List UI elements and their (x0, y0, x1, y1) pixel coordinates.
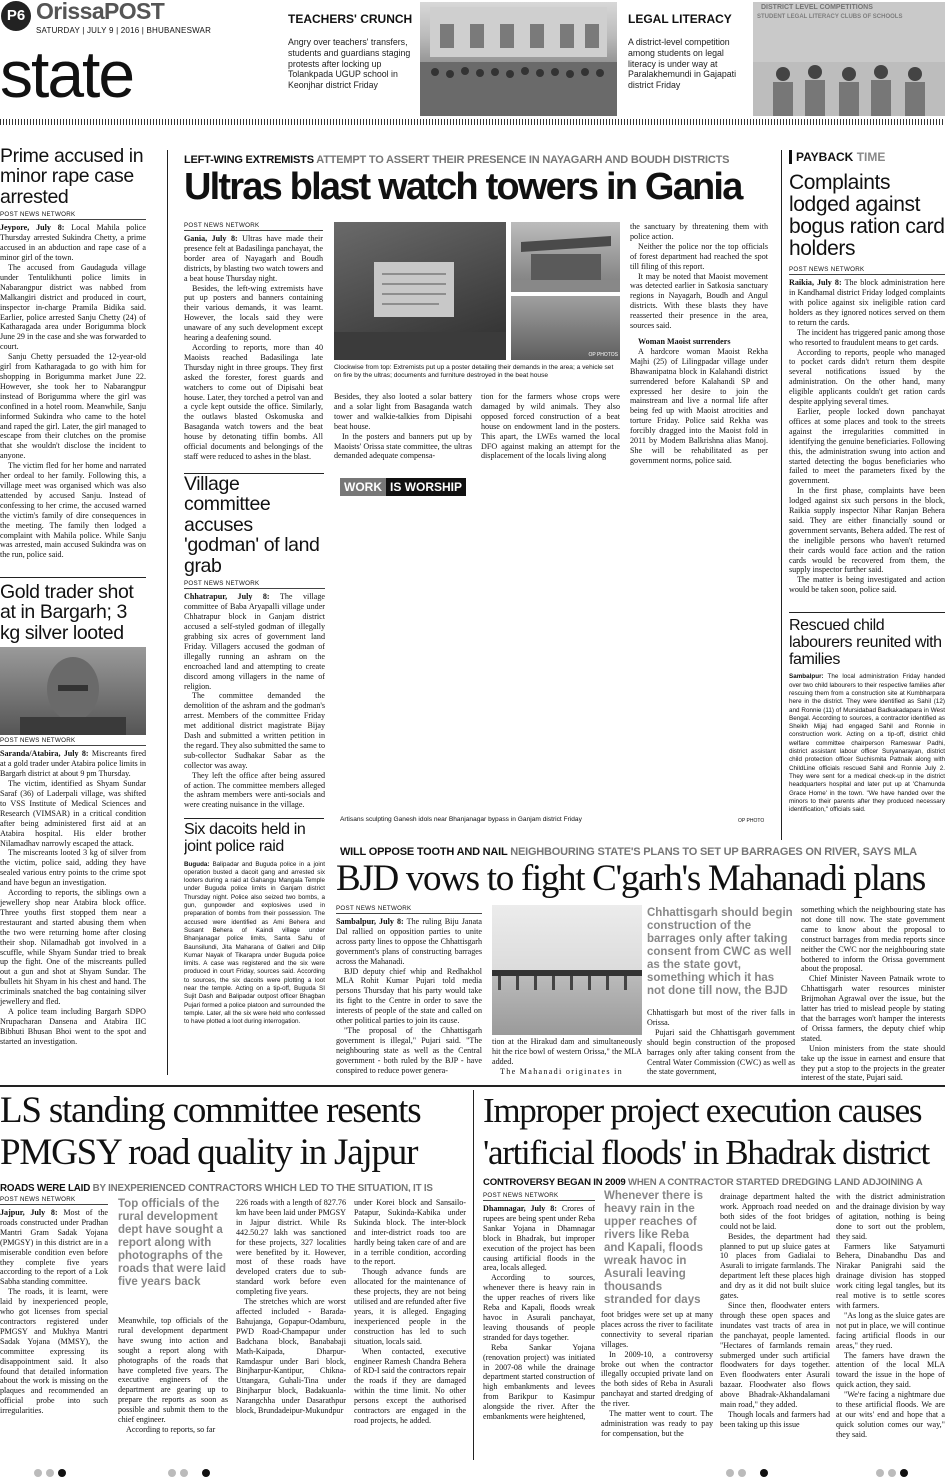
ls-col1 (0, 1196, 108, 1464)
section-name: state (0, 37, 134, 111)
paragraph: tion for the farmers whose crops were damaged by wild animals. They also opposed forced construction of a beat house on endowment land in the posters. This apart, the LWEs warned the local DFO against making an attempt for the displacement of the locals living along (481, 392, 620, 461)
photo-caption: Artisans sculpting Ganesh idols near Bhanjanagar bypass in Ganjam district Friday (340, 816, 582, 823)
byline: POST NEWS NETWORK (336, 905, 482, 914)
dateline: Chhatrapur, July 8: (184, 592, 270, 602)
victim-photo (0, 647, 146, 735)
work-is-worship-tag (340, 478, 480, 498)
paragraph: In the posters and banners put up by Maoists' Orissa state committee, the ultras demanded adequate compensa- (334, 431, 472, 461)
dateline: Jeypore, July 8: (0, 223, 65, 233)
ultras-col4 (630, 222, 768, 474)
paragraph: "We're facing a nightmare due to these artificial floods. We are at our wits' end and hope that a quick solution comes our way," they said. (836, 1390, 945, 1439)
paragraph: The village committee of Baba Aryapalli village under Chhatrapur block in Ganjam district accused a self-styled godman of illegally grabbing six acres of government land Friday. Villagers accused the godman of illegally running an ashram on the encroached land and attempting to create discord among villagers in the name of religion. (184, 592, 325, 691)
paragraph: The victim, identified as Shyam Sundar Saraf (36) of Laderpali village, was shifted to VSS Institute of Medical Sciences and Research (VIMSAR) in a critical condition after being administered first aid at an Atabira hospital. His elder brother Nilamadhav narrowly escaped the attack. (0, 779, 146, 848)
paragraph: The famers have drawn the attention of the local MLA toward the issue in the hope of quick action, they said. (836, 1350, 945, 1390)
print-registration-marks (0, 1466, 945, 1479)
paragraph: under Korei block and Sansailo-Patapur, Sukinda-Kabika under Sukinda block. The inter-block and inter-district roads too are hardly being taken care of and are in a terrible condition, according to the report. (354, 1198, 466, 1267)
ls-col3 (236, 1198, 346, 1464)
photo-caption: Clockwise from top: Extremists put up a poster detailing their demands in the area; a vehicle set on fire by the ultras; documents and furniture destroyed in the beat house (334, 364, 614, 379)
paragraph: foot bridges were set up at many places across the river to facilitate connectivity to several riparian villages. (601, 1310, 713, 1349)
headline-line: PMGSY road quality in Jajpur (0, 1132, 418, 1173)
paragraph: The accused from Gaudaguda village under Tentulikhunti police limits in Nabarangpur district was nabbed from Malkangiri district and produced in court, inspector in-charge Pramila Bidika said. Earlier, police arrested Sanju Chetty (24) of Katharagada area under Borigumma block June 29 in the case and she was forwarded to court. (0, 263, 146, 352)
column-divider (0, 577, 146, 578)
headline: BJD vows to fight C'garh's Mahanadi plans (336, 858, 925, 899)
paragraph: Chief Minister Naveen Patnaik wrote to Chhattisgarh water resources minister Brijmohan Agrawal over the issue, but the latter has tried to mislead people by stating that the barrages won't hamper the interests of Orissa farmers, the deputy chief whip stated. (801, 974, 945, 1043)
dateline: Sambalpur, July 8: (336, 917, 404, 926)
ultras-col1 (184, 222, 323, 474)
bjd-col4 (801, 905, 945, 1083)
dateline: Gania, July 8: (184, 234, 238, 243)
paragraph: Besides, the left-wing extremists have put up posters and banners containing their various demands, it was learnt. However, the locals said they were unaware of any such development except hearing a deafening sound. (184, 283, 323, 343)
divider (789, 612, 945, 613)
legal-literacy-photo (753, 2, 945, 116)
column-divider (473, 1090, 474, 1460)
paragraph: The block administration here in Kandhamal district Friday lodged complaints with police against six ineligible ration card holders as they ignored notices served on them to return the cards. (789, 278, 945, 327)
headline: Village committee accuses 'godman' of land grab (184, 474, 320, 577)
ls-headline (0, 1090, 470, 1176)
bjd-col1 (336, 905, 482, 1083)
paragraph: drainage department halted the work. Approach road needed on both sides of the foot bridges could not be laid. (720, 1192, 830, 1231)
bhadrak-col4 (836, 1192, 945, 1464)
headline-line: Improper project execution causes (483, 1091, 922, 1130)
photo-credit: OP PHOTO (738, 818, 765, 824)
photo-credit: OP PHOTOS (588, 352, 618, 358)
maoist-poster-photo (334, 222, 506, 360)
column-divider (781, 150, 782, 840)
paragraph: According to reports, the siblings own a jewellery shop near Atabira block office. Three youths first stopped them near a restaurant and started abusing them when the two were returning home after closing their shop. Nilamadhab got involved in a scuffle, while Shyam Sundar tried to break up the fight. One of the miscreants pulled out a gun and shot at Shyam Sundar. The bullets hit Shyam in his chest and hand. The criminals snatched the bag containing silver jewellery and fled. (0, 888, 146, 1007)
headline: Rescued child labourers reunited with families (789, 618, 942, 668)
banner-text: DISTRICT LEVEL COMPETITIONS (761, 4, 873, 11)
ganesh-idols-photo (340, 478, 770, 812)
paragraph: Farmers like Satyamurti Behera, Dinabandhu Das and Nirakar Panigrahi said the drainage division has stopped work citing legal tangles, but its real motive is to settle scores with farmers. (836, 1241, 945, 1310)
paragraph: Besides, they also looted a solar battery and a solar light from Basaganda watch tower and walkie-talkies from Dipisahi beat house. (334, 392, 472, 431)
dateline: Saranda/Atabira, July 8: (0, 749, 89, 759)
paragraph: Since then, floodwater enters through these open spaces and inundates vast tracts of area in the panchayat, people lamented. "Hectares of farmlands remain submerged under such artificial floodwaters for days together. Even floodwaters enter Asurali bazaar. Floodwater also flows above Bhadrak-Akhandalamani main road," they added. (720, 1300, 830, 1410)
ls-col2 (118, 1316, 228, 1464)
paragraph: Union ministers from the state should take up the issue in earnest and ensure that they put a stop to the projects in the greater interest of the state, Pujari said. (801, 1043, 945, 1083)
paragraph: According to reports, so far (126, 1424, 216, 1434)
paragraph: Besides, the department had planned to put up sluice gates at 10 places from Gadialai to Asurali to irrigate farmlands. The department left these places high and dry as it did not built sluice gates. (720, 1231, 830, 1301)
paragraph: The roads, it is learnt, were laid by inexperienced people, who got licenses from special contractors registered under PMGSY and Mukhya Mantri Sadak Yojana (MMSY), the committee expressing its disappointment said. It also found that detailed information about the work is missing on the plaques and recommended an official probe into such irregularities. (0, 1287, 108, 1416)
paragraph: The Mahanadi originates in (500, 1066, 624, 1076)
kicker-grey: NEIGHBOURING STATE'S PLANS TO SET UP BARRAGES ON RIVER, SAYS MLA (510, 846, 917, 858)
ls-pull-quote: Top officials of the rural development dept have sought a report along with photographs of the roads that were laid five years back (118, 1198, 227, 1288)
headline-line: LS standing committee resents (0, 1090, 421, 1131)
paragraph: In the first phase, complaints have been lodged against six such persons in the block, Raikia supply inspector Nihar Ranjan Behera said. They are either financially sound or government servants, Behera added. The rest of the ineligible persons who haven't returned their cards would face action and the ration cards would be recovered from them, the supply inspector further said. (789, 486, 945, 575)
story-rape-case (0, 146, 146, 576)
paragraph: with the district administration and the drainage division by way of agitation, nothing is being done to sort out the problem, they said. (836, 1192, 945, 1241)
page-number-badge: P6 (1, 1, 31, 31)
paragraph: tion at the Hirakud dam and simultaneously hit the rice bowl of western Orissa," the MLA added. (492, 1037, 642, 1066)
paragraph: A police team including Bargarh SDPO Nrupacharan Dansena and Atabira IIC Bibhuti Bhusan Bhoi went to the spot and started an investigation. (0, 1006, 146, 1046)
kicker-grey: ATTEMPT TO ASSERT THEIR PRESENCE IN NAYAGARH AND BOUDH DISTRICTS (316, 154, 730, 166)
headline: Gold trader shot at in Bargarh; 3 kg silver looted (0, 582, 134, 644)
dateline: Dhamnagar, July 8: (483, 1204, 557, 1213)
kicker-bold: ROADS WERE LAID (0, 1183, 91, 1192)
paragraph: "The proposal of the Chhattisgarh government is illegal," Pujari said. "The neighbouring state as well as the Central government - both ruled by the BJP - have conspired to reduce power genera- (336, 1025, 482, 1075)
bhadrak-kicker (483, 1172, 945, 1186)
bhadrak-col1 (483, 1192, 595, 1464)
kicker-bold: CONTROVERSY BEGAN IN 2009 (483, 1177, 626, 1186)
tag-grey: TIME (856, 150, 886, 164)
headline-line: 'artificial floods' in Bhadrak district (483, 1133, 929, 1172)
paragraph: Earlier, people locked down panchayat offices at some places and took to the streets against the irregularities committed in identifying the genuine beneficiaries. Following this, the administration swung into action and started detecting the bogus beneficiaries who failed to meet the parameters fixed by the government. (789, 406, 945, 486)
column-divider (167, 150, 168, 1075)
paragraph: When contacted, executive engineer Ramesh Chandra Behera of RD-I said the contractors repair the roads if they are damaged within the time limit. No other persons except the authorised contractors are engaged in the road projects, he added. (354, 1346, 466, 1425)
destroyed-beat-house-photo (511, 296, 620, 360)
paragraph: Most of the roads constructed under Pradhan Mantri Gram Sadak Yojana (PMGSY) in this district are in a miserable condition even before they complete five years according to the report of a Lok Sabha standing committee. (0, 1208, 108, 1287)
paragraph: 226 roads with a length of 827.76 km have been laid under PMGSY in Jajpur district. While Rs 442.50.27 lakh was sanctioned for these projects, 327 localities were benefited by it. However, most of these roads have developed craters due to sub-standard work before even completing five years. (236, 1198, 346, 1297)
teaser-title: LEGAL LITERACY (628, 12, 732, 26)
byline: POST NEWS NETWORK (483, 1192, 595, 1201)
divider (184, 818, 324, 819)
bjd-headline (336, 856, 945, 902)
headline: Ultras blast watch towers in Gania (184, 166, 742, 208)
paragraph: Pujari said the Chhattisgarh government should begin construction of the proposed barrages only after taking consent from the Central Water Commission (CWC) as well as the state government, (647, 1027, 795, 1077)
kicker-grey: BY INEXPERIENCED CONTRACTORS WHICH LED TO THE SITUATION, IT IS (92, 1183, 433, 1192)
paragraph: Neither the police nor the top officials of forest department had reached the spot till filing of this report. (630, 241, 768, 271)
story-body (789, 673, 945, 814)
bhadrak-headline (483, 1090, 945, 1176)
burnt-vehicle-photo (511, 222, 620, 292)
story-payback (789, 150, 945, 610)
paragraph: Ultras have made their presence felt at Badasilinga panchayat, the border area of Nayagarh and Boudh districts, by blasting two watch towers and a beat house Thursday night. (184, 234, 323, 283)
paragraph: "As long as the sluice gates are not put in place, we will continue facing artificial floods in our areas," they rued. (836, 1310, 945, 1350)
mahanadi-river-photo (492, 905, 642, 1035)
teaser-title: TEACHERS' CRUNCH (288, 12, 413, 26)
bjd-col3 (647, 1008, 795, 1084)
paragraph: The matter is being investigated and action would be taken soon, police said. (789, 575, 945, 595)
dateline: Sambalpur: (789, 673, 824, 681)
teaser-teachers (288, 12, 418, 116)
paragraph: Balipadar and Buguda police in a joint operation busted a dacoit gang and arrested six looters during a raid at Gahangu Mangala Temple under Buguda police limits in Ganjam district Thursday night. Police also seized two bombs, a gun, gunpowder and explosives used in preparation of bombs from their possession. The accused were identified as Ami Behera and Susant Behera of Kaindi village under Bhanjanagar police limits, Santa Sahu of Baunsilundi, Jita Maharana of Galleri and Dilip Kumar Nayak of Tikarapra under Buguda police limits. A case was registered and the six were produced in court Friday, sources said. According to sources, the six dacoits were plotting a loot near the temple. Acting on a tip-off, Buguda SI Sujit Dash and Balipadar outpost officer Bhagban Pujari formed a police platoon and surrounded the temple. Later, all the six were held who confessed to have plotted a loot during interrogation. (184, 860, 325, 1026)
byline: POST NEWS NETWORK (0, 1196, 108, 1205)
bhadrak-col2 (601, 1310, 713, 1464)
byline: POST NEWS NETWORK (0, 211, 146, 220)
paragraph: A hardcore woman Maoist Rekha Majhi (25) of Lilingpadar village under Bhawanipatna block in Kalahandi district surrendered before Kalahandi SP and expressed her desire to join the mainstream and live a normal life after being fed up with Maoist atrocities and torture Friday. Police said Rekha was forcibly dragged into the Maoist fold in 2011 by Modem Balkrishna alias Manoj. She will be rehabilitated as per government norms, police said. (630, 346, 768, 465)
teaser-text: A district-level competition among students on legal literacy is under way at Paralakhemundi in Gajapati district Friday (628, 37, 737, 91)
byline: POST NEWS NETWORK (184, 222, 323, 231)
bhadrak-col3 (720, 1192, 830, 1464)
teachers-protest-photo (420, 2, 617, 116)
headline: Prime accused in minor rape case arrested (0, 146, 144, 208)
story-gold-trader (0, 582, 146, 1082)
ls-kicker (0, 1178, 472, 1192)
paragraph: Though advance funds are allocated for the maintenance of these projects, they are not being utilised and are refunded after five years, it is alleged. Engaging inexperienced people in the construction has led to such situation, locals said. (354, 1267, 466, 1346)
story-rescued (789, 618, 945, 840)
banner-text: STUDENT LEGAL LITERACY CLUBS OF SCHOOLS (757, 14, 903, 20)
dateline: Raikia, July 8: (789, 278, 842, 288)
kicker-bold: LEFT-WING EXTREMISTS (184, 154, 314, 166)
paragraph: According to reports, people who managed to pocket cards didn't return them despite several notifications issued by the administration. On the other hand, many eligible applicants couldn't get ration cards despite applying several times. (789, 347, 945, 407)
horizontal-divider (0, 1085, 945, 1087)
ultras-headline (184, 164, 774, 210)
paragraph: In 2009-10, a controversy broke out when the contractor illegally occupied private land on the both sides of Reba in Asurali panchayat and started dredging of the river. (601, 1349, 713, 1409)
paragraph: Sanju Chetty persuaded the 12-year-old girl from Katharagada to go with him for shopping in Borigumma market June 22. However, she took her to Nabarangpur instead of Borigumma where the girl was confined in a hotel room. Meanwhile, Sanju informed Sukindra who came to the hotel and raped the girl. Later, the girl managed to escape from their clutches on the promise that she wouldn't disclose the incident to anyone. (0, 352, 146, 461)
paragraph: The victim fled for her home and narrated her ordeal to her family. Following this, a village meet was organised which was also attended by accused Sanju. Instead of confessing to her crime, the accused warned the victim's family of dire consequences in the meeting. The family then lodged a complaint with Mahila police. While Sanju was arrested, main accused Sukindra was on the run, police said. (0, 461, 146, 560)
paragraph: Reba Sankar Yojana (renovation project) was initiated in 2007-08 while the drainage department started construction of high embankments and levees from Barikpur to Kasimpur alongside the river. After the embankments were heightened, (483, 1342, 595, 1422)
byline: POST NEWS NETWORK (0, 737, 146, 746)
paragraph: Crores of rupees are being spent under Reba Sankar Yojana in Dhamnagar block in Bhadrak, but improper execution of the project has been causing artificial floods in the area, locals alleged. (483, 1204, 595, 1273)
paragraph: Meanwhile, top officials of the rural development department have swung into action and sought a report along with photographs of the roads that have completed five years. The executive engineers of the department are gearing up to prepare the reports as soon as possible and submit them to the chief engineer. (118, 1316, 228, 1425)
dateline: SATURDAY | JULY 9 | 2016 | BHUBANESWAR (36, 26, 212, 35)
section-tag (789, 150, 945, 164)
paragraph: the sanctuary by threatening them with police action. (630, 222, 768, 241)
story-body (184, 861, 325, 1027)
kicker-bold: WILL OPPOSE TOOTH AND NAIL (340, 846, 508, 858)
masthead (0, 0, 285, 118)
headline: Six dacoits held in joint police raid (184, 822, 306, 855)
ultras-col2 (334, 392, 472, 472)
story-godman (184, 474, 325, 816)
story-body (0, 223, 146, 560)
paragraph: BJD deputy chief whip and Redhakhol MLA Rohit Kumar Pujari told media persons Thursday that his party would take its fight to the Centre in order to save the interests of people of the state and called on other political parties to join its cause. (336, 966, 482, 1026)
paragraph: They left the office after being assured of action. The committee members alleged the ashram members were anti-socials and were creating nuisance in the village. (184, 770, 325, 810)
paragraph: The local administration Friday handed over two child labourers to their respective families after rescuing them from a construction site at Kumbharpara here in the district. They were identified as Sahil (12) and Ronnie (11) of Mursidabad Badkakadapara in West Bengal. According to sources, a contractor identified as Sheikh Mijaj had engaged Sahil and Ronnie in construction work. Acting on a tip-off, district child welfare committee chairperson Rameswar Padhi, district assistant labour officer Suryanarayan, district child protection officer Suchismita Pattnaik along with ChildLine officials rescued Sahil and Ronnie July 2. They were sent for a medical check-up in the district headquarters hospital and later put up at 'Chamunda Grace Home' in the town. "We have handed over the minors to their parents after they produced necessary identification," officials said. (789, 673, 945, 814)
paragraph: The miscreants looted 3 kg of silver from the victim, police said, adding they have sealed various entry points to the crime spot and have begun an investigation. (0, 848, 146, 888)
bjd-col2 (492, 1037, 642, 1083)
tag-light: WORK (340, 478, 386, 496)
tag-bold: PAYBACK (796, 150, 854, 164)
bjd-pull-quote: Chhattisgarh should begin construction of the barrages only after taking consent from CWC as well as the state govt, something which it has not done till now, the BJD (647, 907, 793, 997)
headline: Complaints lodged against bogus ration card holders (789, 171, 945, 261)
paragraph: Local Mahila police Thursday arrested Sukindra Chetty, a prime accused in an abduction and rape case of a minor girl of the town. (0, 223, 146, 263)
byline: POST NEWS NETWORK (184, 580, 325, 589)
paragraph: The incident has triggered panic among those who resorted to fraudulent means to get cards. (789, 327, 945, 347)
byline: POST NEWS NETWORK (789, 266, 945, 275)
tag-dark: IS WORSHIP (386, 478, 466, 496)
teaser-text: Angry over teachers' transfers, students and guardians staging protests after locking up Tolankpada UGUP school in Keonjhar district Friday (288, 37, 411, 91)
teaser-legal (628, 12, 750, 116)
paragraph: It may be noted that Maoist movement was detected earlier in Satkosia sanctuary regions in Nayagarh, Boudh and Angul districts. With these blasts they have reasserted their presence in the area, sources said. (630, 271, 768, 331)
paragraph: something which the neighbouring state has not done till now. The state government came to know about the proposal to construct barrages from media reports since neither the CWC nor the neighbouring state bothered to inform the Orissa government about the proposal. (801, 905, 945, 974)
dateline: Buguda: (184, 860, 210, 868)
paragraph: The stretches which are worst affected included - Barada-Bahujanga, Gopapur-Odamburu, PWD Road-Champapur under Badchana block, Banababaji Math-Kaipada, Dharpur-Ramdaspur under Bari block, Binjharpur-Kantipur, Chikna-Uttangara, Guhali-Tina under Binjharpur block, Badakuanla-Narangchha under Dasarathpur block, Brundadeipur-Mukundpur (236, 1297, 346, 1416)
paragraph: Miscreants fired at a gold trader under Atabira police limits in Bargarh district at about 9 pm Thursday. (0, 749, 146, 779)
subheading: Woman Maoist surrenders (638, 336, 731, 346)
paragraph: The ruling Biju Janata Dal rallied on opposition parties to unite across party lines to oppose the Chhattisgarh government's plans of constructing barrages across the Mahanadi. (336, 917, 482, 966)
paragraph: According to reports, more than 40 Maoists reached Badasilinga late Thursday night in three groups. They first asked the forester, forest guards and watchers to come out of Dipisahi beat house. Later, they torched a petrol van and a cycle kept outside the office. Similarly, the outlaws blasted Oskomuska and Basaganda watch towers and the beat house by detonating tiffin bombs. All official documents and belongings of the staff were reduced to ashes in the blast. (184, 342, 323, 461)
paragraph: Though locals and farmers had been taking up this issue (720, 1409, 830, 1429)
paragraph: The committee demanded the demolition of the ashram and the godman's arrest. Members of the committee Friday met additional district magistrate Bijay Dash and submitted a written petition in the regard. They also submitted the same to sub-collector Sudhakar Sabar as the collector was away. (184, 691, 325, 770)
paragraph: Chhattisgarh but most of the river falls in Orissa. (647, 1008, 795, 1027)
kicker-grey: WHEN A CONTRACTOR STARTED DREDGING LAND ADJOINING A (627, 1177, 923, 1186)
bhadrak-pull-quote: Whenever there is heavy rain in the upper reaches of rivers like Reba and Kapali, floods wreak havoc in Asurali leaving thousands stranded for days (604, 1190, 704, 1306)
ls-col4 (354, 1198, 466, 1464)
top-divider (0, 119, 945, 125)
paragraph: According to sources, whenever there is heavy rain in the upper reaches of rivers like Reba and Kapali, floods wreak havoc in Asurali panchayat, leaving thousands of people stranded for days together. (483, 1273, 595, 1342)
ultras-col3 (481, 392, 620, 472)
dateline: Jajpur, July 8: (0, 1208, 58, 1217)
paper-logo: OrissaPOST (36, 0, 165, 24)
story-dacoits (184, 822, 325, 1078)
story-body (0, 749, 146, 1046)
paragraph: The matter went to court. The administration was ready to pay for compensation, but the (601, 1409, 713, 1438)
